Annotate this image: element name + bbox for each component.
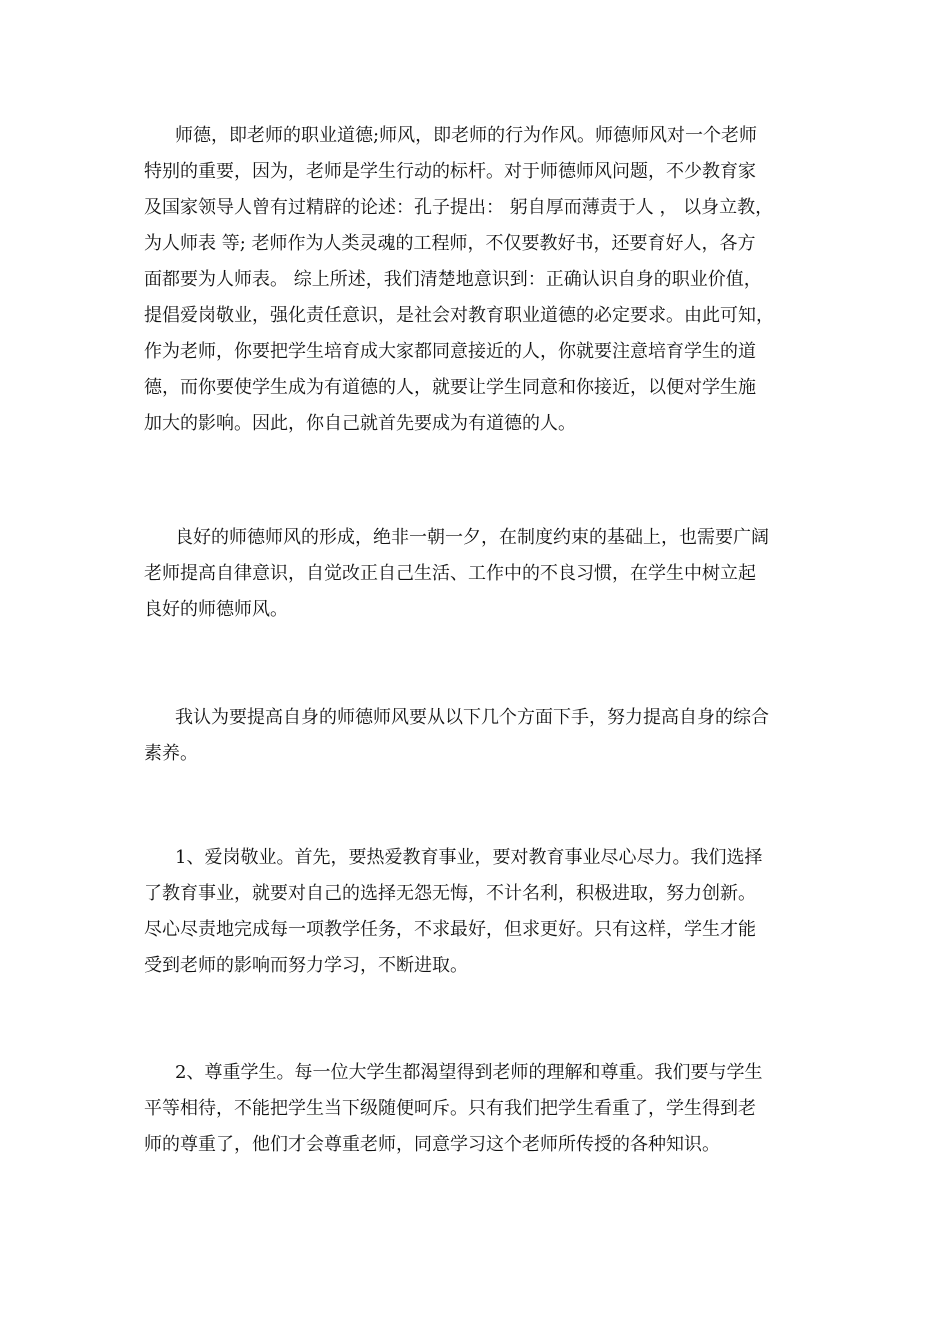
text-line: 我认为要提高自身的师德师风要从以下几个方面下手，努力提高自身的综合 (175, 707, 769, 728)
text-line: 提倡爱岗敬业，强化责任意识，是社会对教育职业道德的必定要求。由此可知， (144, 305, 774, 326)
text-line: 作为老师，你要把学生培育成大家都同意接近的人，你就要注意培育学生的道 (144, 341, 756, 362)
text-line: 良好的师德师风的形成，绝非一朝一夕，在制度约束的基础上，也需要广阔 (175, 527, 769, 548)
text-line: 了教育事业，就要对自己的选择无怨无悔，不计名利，积极进取，努力创新。 (144, 883, 756, 904)
paragraph-improvement-aspects (144, 700, 814, 772)
paragraph-point-1-dedication (144, 840, 814, 984)
text-line: 师的尊重了，他们才会尊重老师，同意学习这个老师所传授的各种知识。 (144, 1134, 720, 1155)
text-line: 尽心尽责地完成每一项教学任务，不求最好，但求更好。只有这样，学生才能 (144, 919, 756, 940)
text-line: 老师提高自律意识，自觉改正自己生活、工作中的不良习惯，在学生中树立起 (144, 563, 756, 584)
paragraph-forming-good-ethics (144, 520, 814, 628)
text-line: 加大的影响。因此，你自己就首先要成为有道德的人。 (144, 413, 576, 434)
text-line: 德，而你要使学生成为有道德的人，就要让学生同意和你接近，以便对学生施 (144, 377, 756, 398)
text-line: 面都要为人师表。 综上所述，我们清楚地意识到：正确认识自身的职业价值， (144, 269, 762, 290)
paragraph-point-2-respect-students (144, 1055, 814, 1163)
text-line: 及国家领导人曾有过精辟的论述：孔子提出： 躬自厚而薄责于人 ， 以身立教， (144, 197, 774, 218)
text-line: 2、尊重学生。每一位大学生都渴望得到老师的理解和尊重。我们要与学生 (175, 1062, 763, 1083)
text-line: 良好的师德师风。 (144, 599, 288, 620)
text-line: 师德，即老师的职业道德;师风，即老师的行为作风。师德师风对一个老师 (175, 125, 758, 146)
text-line: 素养。 (144, 743, 198, 764)
text-line: 特别的重要，因为，老师是学生行动的标杆。对于师德师风问题，不少教育家 (144, 161, 756, 182)
text-line: 1、爱岗敬业。首先，要热爱教育事业，要对教育事业尽心尽力。我们选择 (175, 847, 763, 868)
text-line: 平等相待，不能把学生当下级随便呵斥。只有我们把学生看重了，学生得到老 (144, 1098, 756, 1119)
text-line: 受到老师的影响而努力学习，不断进取。 (144, 955, 468, 976)
paragraph-teacher-ethics-definition (144, 118, 814, 442)
text-line: 为人师表 等; 老师作为人类灵魂的工程师，不仅要教好书，还要育好人，各方 (144, 233, 756, 254)
